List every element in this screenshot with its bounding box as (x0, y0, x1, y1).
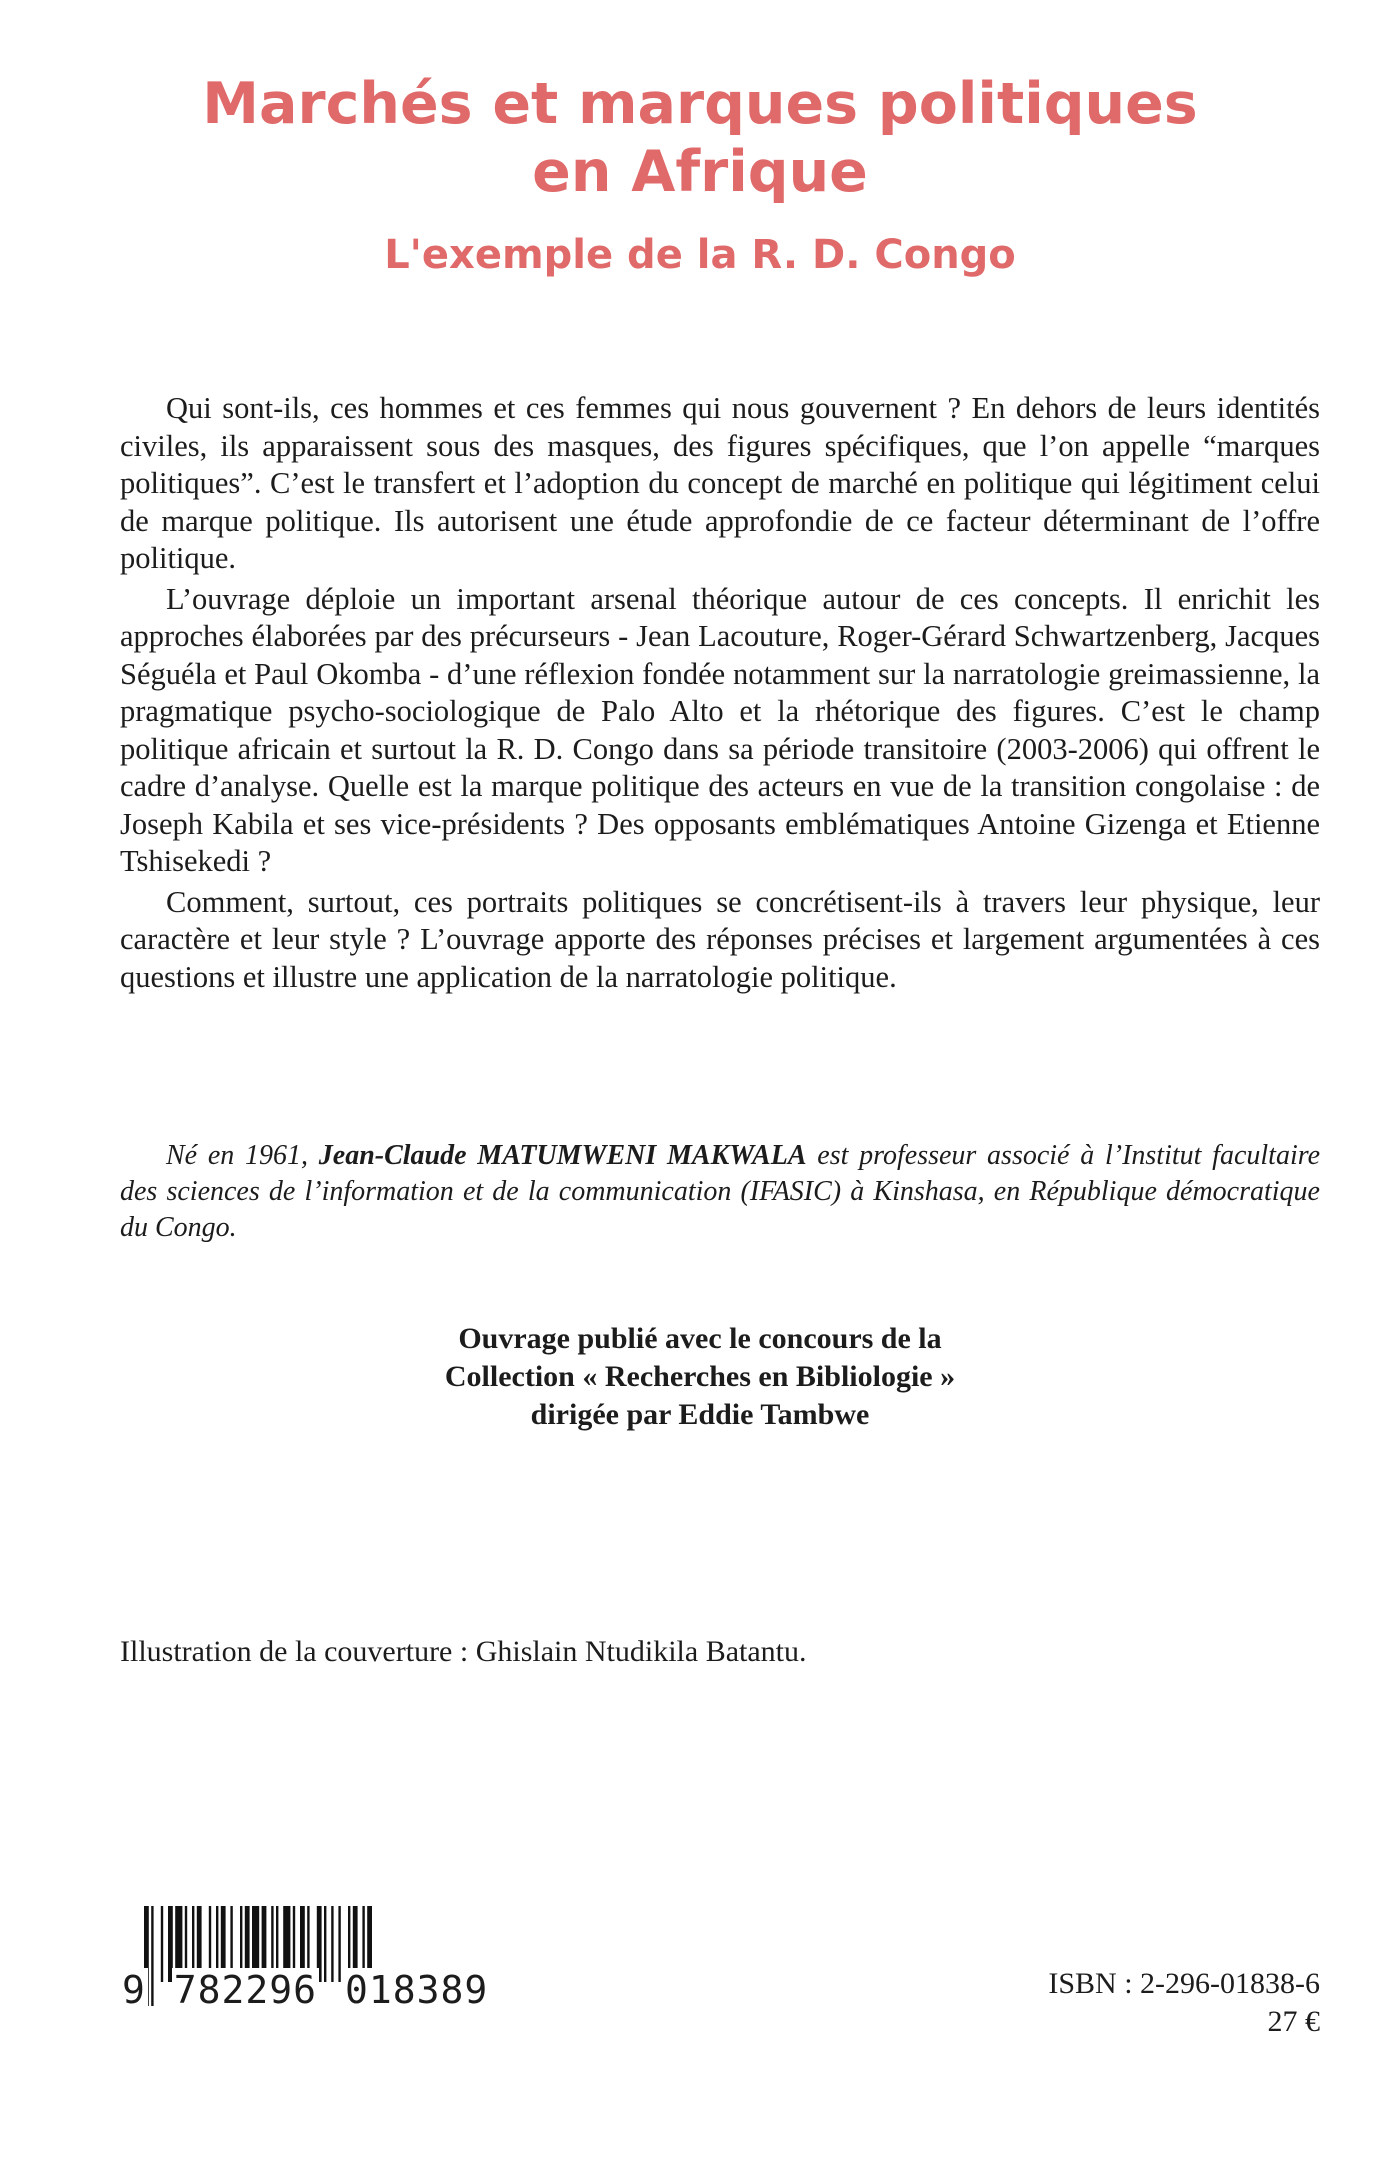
book-subtitle: L'exemple de la R. D. Congo (384, 232, 1016, 278)
blurb-paragraph: Qui sont-ils, ces hommes et ces femmes qui nous gouvernent ? En dehors de leurs identités civiles, ils apparaissent sous des masques, des figures spécifiques, que l’on appelle “marques politiques”. C’est le transfert et l’adoption du concept de marché en politique qui légitiment celui de marque politique. Ils autorisent une étude approfondie de ce facteur déterminant de l’offre politique. (120, 391, 1320, 575)
collection-line-3: dirigée par Eddie Tambwe (530, 1398, 870, 1431)
back-cover-blurb (120, 390, 1320, 999)
book-title (0, 70, 1400, 206)
title-line-1: Marchés et marques politiques (202, 71, 1198, 137)
price: 27 € (1267, 2005, 1320, 2038)
illustration-credit: Illustration de la couverture : Ghislain Ntudikila Batantu. (120, 1635, 807, 1668)
blurb-paragraph: Comment, surtout, ces portraits politiques se concrétisent-ils à travers leur physique, leur caractère et leur style ? L’ouvrage apporte des réponses précises et largement argumentées à ces questions et illustre une application de la narratologie politique. (120, 884, 1320, 994)
blurb-paragraph: L’ouvrage déploie un important arsenal théorique autour de ces concepts. Il enrichit les approches élaborées par des précurseurs - Jean Lacouture, Roger-Gérard Schwartzenberg, Jacques Séguéla et Paul Okomba - d’une réflexion fondée notamment sur la narratologie greimassienne, la pragmatique psycho-sociologique de Palo Alto et la rhétorique des figures. C’est le champ politique africain et surtout la R. D. Congo dans sa période transitoire (2003-2006) qui offrent le cadre d’analyse. Quelle est la marque politique des acteurs en vue de la transition congolaise : de Joseph Kabila et ses vice-présidents ? Des opposants emblématiques Antoine Gizenga et Etienne Tshisekedi ? (120, 581, 1320, 878)
collection-line-2: Collection « Recherches en Bibliologie » (444, 1360, 956, 1393)
collection-line-1: Ouvrage publié avec le concours de la (458, 1322, 942, 1355)
barcode-digits (120, 1968, 490, 2012)
isbn: ISBN : 2-296-01838-6 (1048, 1967, 1320, 2000)
author-bio-prefix: Né en 1961, (166, 1140, 319, 1171)
barcode-first-digit: 9 (122, 1968, 146, 2012)
barcode-group-1: 782296 (173, 1968, 318, 2012)
author-bio-suffix: est professeur associé à l’Institut facultaire des sciences de l’information et de la communication (IFASIC) à Kinshasa, en République démocratique du Congo. (120, 1140, 1321, 1243)
title-line-2: en Afrique (532, 139, 868, 205)
author-bio (120, 1138, 1320, 1246)
collection-note (0, 1320, 1400, 1434)
barcode-group-2: 018389 (344, 1968, 489, 2012)
author-name: Jean-Claude MATUMWENI MAKWALA (318, 1140, 807, 1171)
